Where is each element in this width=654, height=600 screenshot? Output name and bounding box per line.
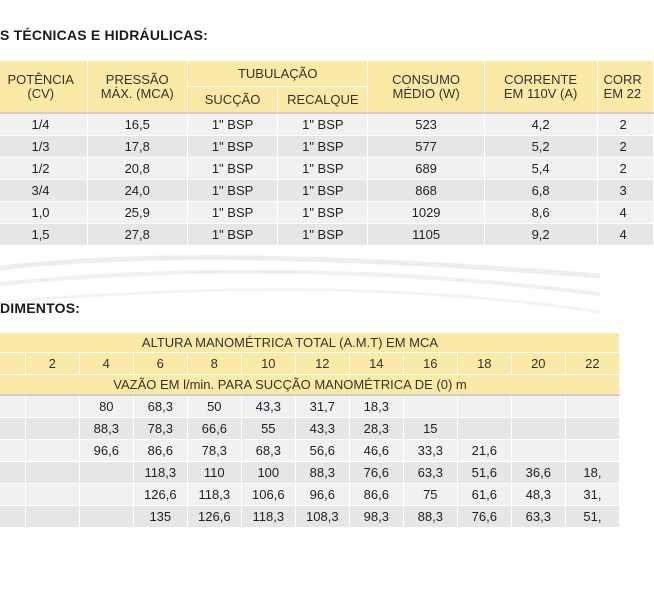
cell-succao: 1" BSP <box>187 202 277 224</box>
cell-corrente-220: 3 <box>597 180 653 202</box>
table-row <box>0 158 654 180</box>
table-row <box>0 113 654 136</box>
cell-corrente-220: 2 <box>597 136 653 158</box>
cell-consumo: 577 <box>368 136 484 158</box>
flow-cell <box>565 440 619 462</box>
decorative-swoosh <box>0 250 600 330</box>
flow-cell: 61,6 <box>457 484 511 506</box>
flow-cell: 88,3 <box>79 418 133 440</box>
cell-pressao: 16,5 <box>87 113 187 136</box>
flow-cell: 126,6 <box>187 506 241 528</box>
altura-value <box>0 353 25 375</box>
flow-cell <box>79 484 133 506</box>
cell-corrente-110: 4,2 <box>484 113 597 136</box>
flow-cell: 78,3 <box>133 418 187 440</box>
flow-cell <box>0 418 25 440</box>
flow-cell <box>25 462 79 484</box>
cell-consumo: 523 <box>368 113 484 136</box>
flow-cell <box>511 418 565 440</box>
altura-value: 2 <box>25 353 79 375</box>
flow-cell: 86,6 <box>349 484 403 506</box>
flow-cell: 28,3 <box>349 418 403 440</box>
flow-cell: 110 <box>187 462 241 484</box>
flow-cell <box>25 418 79 440</box>
flow-cell: 63,3 <box>403 462 457 484</box>
cell-potencia: 1/3 <box>0 136 87 158</box>
flow-cell: 21,6 <box>457 440 511 462</box>
flow-cell: 75 <box>403 484 457 506</box>
flow-cell: 51,6 <box>457 462 511 484</box>
cell-consumo: 689 <box>368 158 484 180</box>
flow-cell: 46,6 <box>349 440 403 462</box>
altura-value: 12 <box>295 353 349 375</box>
flow-cell: 88,3 <box>403 506 457 528</box>
altura-value: 20 <box>511 353 565 375</box>
cell-succao: 1" BSP <box>187 224 277 246</box>
cell-recalque: 1" BSP <box>278 136 368 158</box>
cell-succao: 1" BSP <box>187 136 277 158</box>
flow-cell: 15 <box>403 418 457 440</box>
header-consumo: CONSUMO MÉDIO (W) <box>368 61 484 114</box>
header-pressao: PRESSÃO MÁX. (MCA) <box>87 61 187 114</box>
cell-corrente-110: 9,2 <box>484 224 597 246</box>
table-row <box>0 224 654 246</box>
flow-cell: 80 <box>79 395 133 418</box>
cell-potencia: 3/4 <box>0 180 87 202</box>
flow-cell: 108,3 <box>295 506 349 528</box>
table-row <box>0 136 654 158</box>
flow-cell <box>403 395 457 418</box>
flow-cell: 126,6 <box>133 484 187 506</box>
flow-cell: 98,3 <box>349 506 403 528</box>
cell-recalque: 1" BSP <box>278 180 368 202</box>
cell-corrente-220: 2 <box>597 113 653 136</box>
flow-cell: 135 <box>133 506 187 528</box>
altura-value: 18 <box>457 353 511 375</box>
altura-value: 16 <box>403 353 457 375</box>
flow-cell <box>0 395 25 418</box>
altura-value: 6 <box>133 353 187 375</box>
cell-potencia: 1/4 <box>0 113 87 136</box>
header-recalque: RECALQUE <box>278 87 368 114</box>
flow-cell: 63,3 <box>511 506 565 528</box>
flow-cell: 31,7 <box>295 395 349 418</box>
flow-cell: 55 <box>241 418 295 440</box>
altura-value: 4 <box>79 353 133 375</box>
cell-corrente-220: 4 <box>597 224 653 246</box>
flow-cell <box>25 506 79 528</box>
flow-cell <box>25 395 79 418</box>
header-corrente-220: CORR EM 22 <box>597 61 653 114</box>
flow-cell <box>565 395 619 418</box>
table-row <box>0 484 620 506</box>
cell-corrente-220: 2 <box>597 158 653 180</box>
flow-cell: 96,6 <box>79 440 133 462</box>
table-row <box>0 418 620 440</box>
cell-recalque: 1" BSP <box>278 113 368 136</box>
altura-value: 10 <box>241 353 295 375</box>
flow-cell: 100 <box>241 462 295 484</box>
flow-cell: 106,6 <box>241 484 295 506</box>
cell-succao: 1" BSP <box>187 180 277 202</box>
flow-cell <box>0 440 25 462</box>
cell-pressao: 17,8 <box>87 136 187 158</box>
cell-pressao: 24,0 <box>87 180 187 202</box>
flow-cell: 68,3 <box>241 440 295 462</box>
header-potencia: POTÊNCIA (CV) <box>0 61 87 114</box>
flow-cell <box>511 395 565 418</box>
flow-cell: 86,6 <box>133 440 187 462</box>
cell-corrente-110: 8,6 <box>484 202 597 224</box>
cell-succao: 1" BSP <box>187 113 277 136</box>
cell-pressao: 27,8 <box>87 224 187 246</box>
flow-cell: 118,3 <box>187 484 241 506</box>
flow-cell <box>0 462 25 484</box>
flow-cell: 48,3 <box>511 484 565 506</box>
flow-cell: 118,3 <box>133 462 187 484</box>
flow-cell <box>565 418 619 440</box>
flow-cell: 118,3 <box>241 506 295 528</box>
flow-cell: 76,6 <box>349 462 403 484</box>
cell-recalque: 1" BSP <box>278 202 368 224</box>
altura-value: 22 <box>565 353 619 375</box>
flow-cell: 78,3 <box>187 440 241 462</box>
flow-cell: 88,3 <box>295 462 349 484</box>
header-succao: SUCÇÃO <box>187 87 277 114</box>
cell-potencia: 1,0 <box>0 202 87 224</box>
cell-consumo: 1029 <box>368 202 484 224</box>
flow-cell: 18, <box>565 462 619 484</box>
flow-cell: 68,3 <box>133 395 187 418</box>
flow-cell: 31, <box>565 484 619 506</box>
cell-consumo: 1105 <box>368 224 484 246</box>
flow-cell: 51, <box>565 506 619 528</box>
vazao-caption: VAZÃO EM l/min. PARA SUCÇÃO MANOMÉTRICA DE (0) m <box>0 375 620 396</box>
specs-heading: S TÉCNICAS E HIDRÁULICAS: <box>0 27 209 43</box>
cell-pressao: 20,8 <box>87 158 187 180</box>
altura-value: 8 <box>187 353 241 375</box>
cell-potencia: 1,5 <box>0 224 87 246</box>
cell-corrente-110: 5,4 <box>484 158 597 180</box>
table-row <box>0 202 654 224</box>
flow-cell: 33,3 <box>403 440 457 462</box>
cell-succao: 1" BSP <box>187 158 277 180</box>
flow-cell: 36,6 <box>511 462 565 484</box>
header-corrente-110: CORRENTE EM 110V (A) <box>484 61 597 114</box>
flow-cell <box>0 484 25 506</box>
flow-cell <box>457 395 511 418</box>
header-tubulacao: TUBULAÇÃO <box>187 61 368 87</box>
flow-cell: 76,6 <box>457 506 511 528</box>
technical-specs-table <box>0 60 654 246</box>
flow-cell <box>79 462 133 484</box>
performance-heading: DIMENTOS: <box>0 300 81 316</box>
flow-cell: 50 <box>187 395 241 418</box>
flow-cell: 56,6 <box>295 440 349 462</box>
flow-cell: 96,6 <box>295 484 349 506</box>
table-row <box>0 440 620 462</box>
table-row <box>0 462 620 484</box>
flow-cell <box>511 440 565 462</box>
cell-corrente-110: 5,2 <box>484 136 597 158</box>
cell-corrente-110: 6,8 <box>484 180 597 202</box>
cell-potencia: 1/2 <box>0 158 87 180</box>
table-row <box>0 506 620 528</box>
flow-cell: 43,3 <box>295 418 349 440</box>
cell-corrente-220: 4 <box>597 202 653 224</box>
flow-cell <box>25 440 79 462</box>
cell-pressao: 25,9 <box>87 202 187 224</box>
cell-recalque: 1" BSP <box>278 158 368 180</box>
flow-cell: 43,3 <box>241 395 295 418</box>
altura-caption: ALTURA MANOMÉTRICA TOTAL (A.M.T) EM MCA <box>0 333 620 353</box>
flow-cell <box>79 506 133 528</box>
cell-recalque: 1" BSP <box>278 224 368 246</box>
flow-cell: 18,3 <box>349 395 403 418</box>
altura-value: 14 <box>349 353 403 375</box>
flow-cell <box>25 484 79 506</box>
cell-consumo: 868 <box>368 180 484 202</box>
flow-cell: 66,6 <box>187 418 241 440</box>
table-row <box>0 395 620 418</box>
table-row <box>0 180 654 202</box>
flow-cell <box>457 418 511 440</box>
performance-table <box>0 332 620 528</box>
flow-cell <box>0 506 25 528</box>
